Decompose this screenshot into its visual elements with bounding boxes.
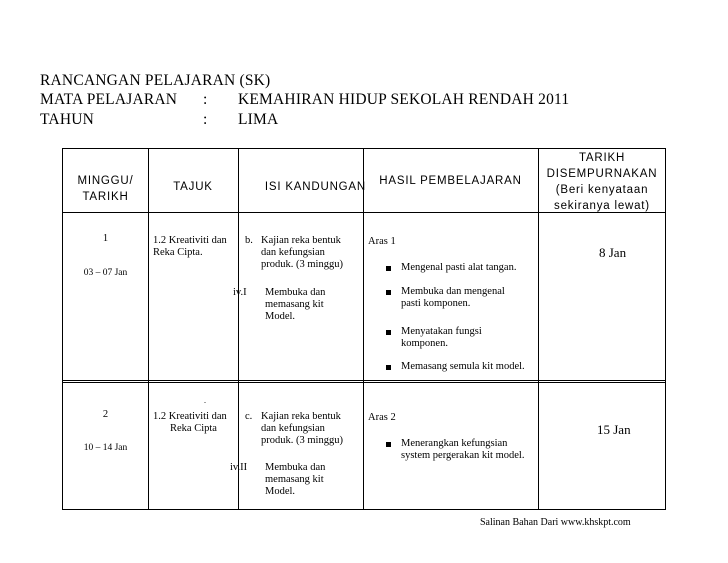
subject-separator: : — [203, 91, 208, 108]
title-text: RANCANGAN PELAJARAN (SK) — [40, 72, 271, 89]
bullet-icon — [386, 442, 391, 447]
row2-dot: . — [204, 396, 206, 405]
row1-tajuk — [153, 235, 227, 259]
row1-outcome-1: Mengenal pasti alat tangan. — [401, 262, 517, 273]
row2-isi-a-marker: c. — [245, 411, 253, 422]
row1-isi-b-line2: memasang kit — [265, 299, 324, 310]
bullet-icon — [386, 266, 391, 271]
header-tarikh — [538, 150, 666, 214]
row1-isi-a-line1: Kajian reka bentuk — [261, 235, 341, 246]
row2-tajuk-line2: Reka Cipta — [170, 423, 217, 434]
row1-outcome-4: Memasang semula kit model. — [401, 361, 525, 372]
lesson-plan-table — [62, 148, 666, 510]
header-hasil: HASIL PEMBELAJARAN — [379, 175, 522, 187]
row1-outcome-2-line1: Membuka dan mengenal — [401, 286, 505, 297]
row1-tajuk-line2: Reka Cipta. — [153, 247, 203, 258]
subject-label: MATA PELAJARAN — [40, 91, 178, 108]
header-minggu-line1: MINGGU/ — [77, 175, 134, 187]
year-value: LIMA — [238, 111, 279, 128]
bullet-icon — [386, 290, 391, 295]
row2-isi-a — [261, 411, 343, 447]
row2-isi-b — [265, 462, 325, 498]
row2-isi-b-line1: Membuka dan — [265, 462, 326, 473]
column-divider — [363, 149, 364, 509]
header-isi-text: ISI KANDUNGAN — [264, 181, 366, 193]
row1-isi-a-line3: produk. (3 minggu) — [261, 259, 343, 270]
row1-dates: 03 – 07 Jan — [83, 268, 128, 278]
row1-outcome-2-line2: pasti komponen. — [401, 298, 471, 309]
row2-outcome-1 — [401, 438, 524, 462]
row2-isi-a-line2: dan kefungsian — [261, 423, 325, 434]
row-divider — [63, 380, 665, 383]
row1-aras: Aras 1 — [368, 236, 396, 247]
row2-isi-a-line1: Kajian reka bentuk — [261, 411, 341, 422]
row2-outcome-1-line1: Menerangkan kefungsian — [401, 438, 508, 449]
column-divider — [148, 149, 149, 509]
header-tajuk: TAJUK — [173, 181, 213, 193]
row1-isi-b-line3: Model. — [265, 311, 296, 322]
row2-dates: 10 – 14 Jan — [83, 443, 128, 453]
header-tarikh-line4: sekiranya lewat) — [554, 200, 650, 212]
row1-outcome-2 — [401, 286, 505, 310]
row1-isi-a-marker: b. — [245, 235, 253, 246]
header-minggu — [63, 173, 148, 205]
row1-week: 1 — [102, 233, 109, 244]
row1-isi-b — [265, 287, 325, 323]
row2-isi-b-line3: Model. — [265, 486, 296, 497]
row2-aras: Aras 2 — [368, 412, 396, 423]
row1-tajuk-line1: 1.2 Kreativiti dan — [153, 235, 227, 246]
row1-isi-b-marker: iv.I — [233, 287, 247, 298]
header-tarikh-line2: DISEMPURNAKAN — [546, 168, 658, 180]
header-tarikh-line1: TARIKH — [578, 152, 626, 164]
row1-isi-a-line2: dan kefungsian — [261, 247, 325, 258]
bullet-icon — [386, 330, 391, 335]
row2-isi-a-line3: produk. (3 minggu) — [261, 435, 343, 446]
source-footer: Salinan Bahan Dari www.khskpt.com — [480, 517, 631, 528]
row2-isi-b-marker: iv.II — [230, 462, 248, 473]
row2-outcome-1-line2: system pergerakan kit model. — [401, 450, 525, 461]
row2-completed-date: 15 Jan — [597, 422, 631, 437]
bullet-icon — [386, 365, 391, 370]
row1-outcome-3-line1: Menyatakan fungsi — [401, 326, 482, 337]
row2-week: 2 — [102, 409, 109, 420]
row1-outcome-3 — [401, 326, 482, 350]
column-divider — [238, 149, 239, 509]
row1-isi-a — [261, 235, 343, 271]
row2-tajuk — [153, 411, 227, 435]
row2-tajuk-line1: 1.2 Kreativiti dan — [153, 411, 227, 422]
header-minggu-line2: TARIKH — [82, 191, 129, 203]
row1-outcome-3-line2: komponen. — [401, 338, 448, 349]
header-tarikh-line3: (Beri kenyataan — [555, 184, 649, 196]
subject-value: KEMAHIRAN HIDUP SEKOLAH RENDAH 2011 — [238, 91, 570, 108]
row1-isi-b-line1: Membuka dan — [265, 287, 326, 298]
year-label: TAHUN — [40, 111, 95, 128]
row1-completed-date: 8 Jan — [599, 245, 627, 260]
year-separator: : — [203, 111, 208, 128]
row2-isi-b-line2: memasang kit — [265, 474, 324, 485]
